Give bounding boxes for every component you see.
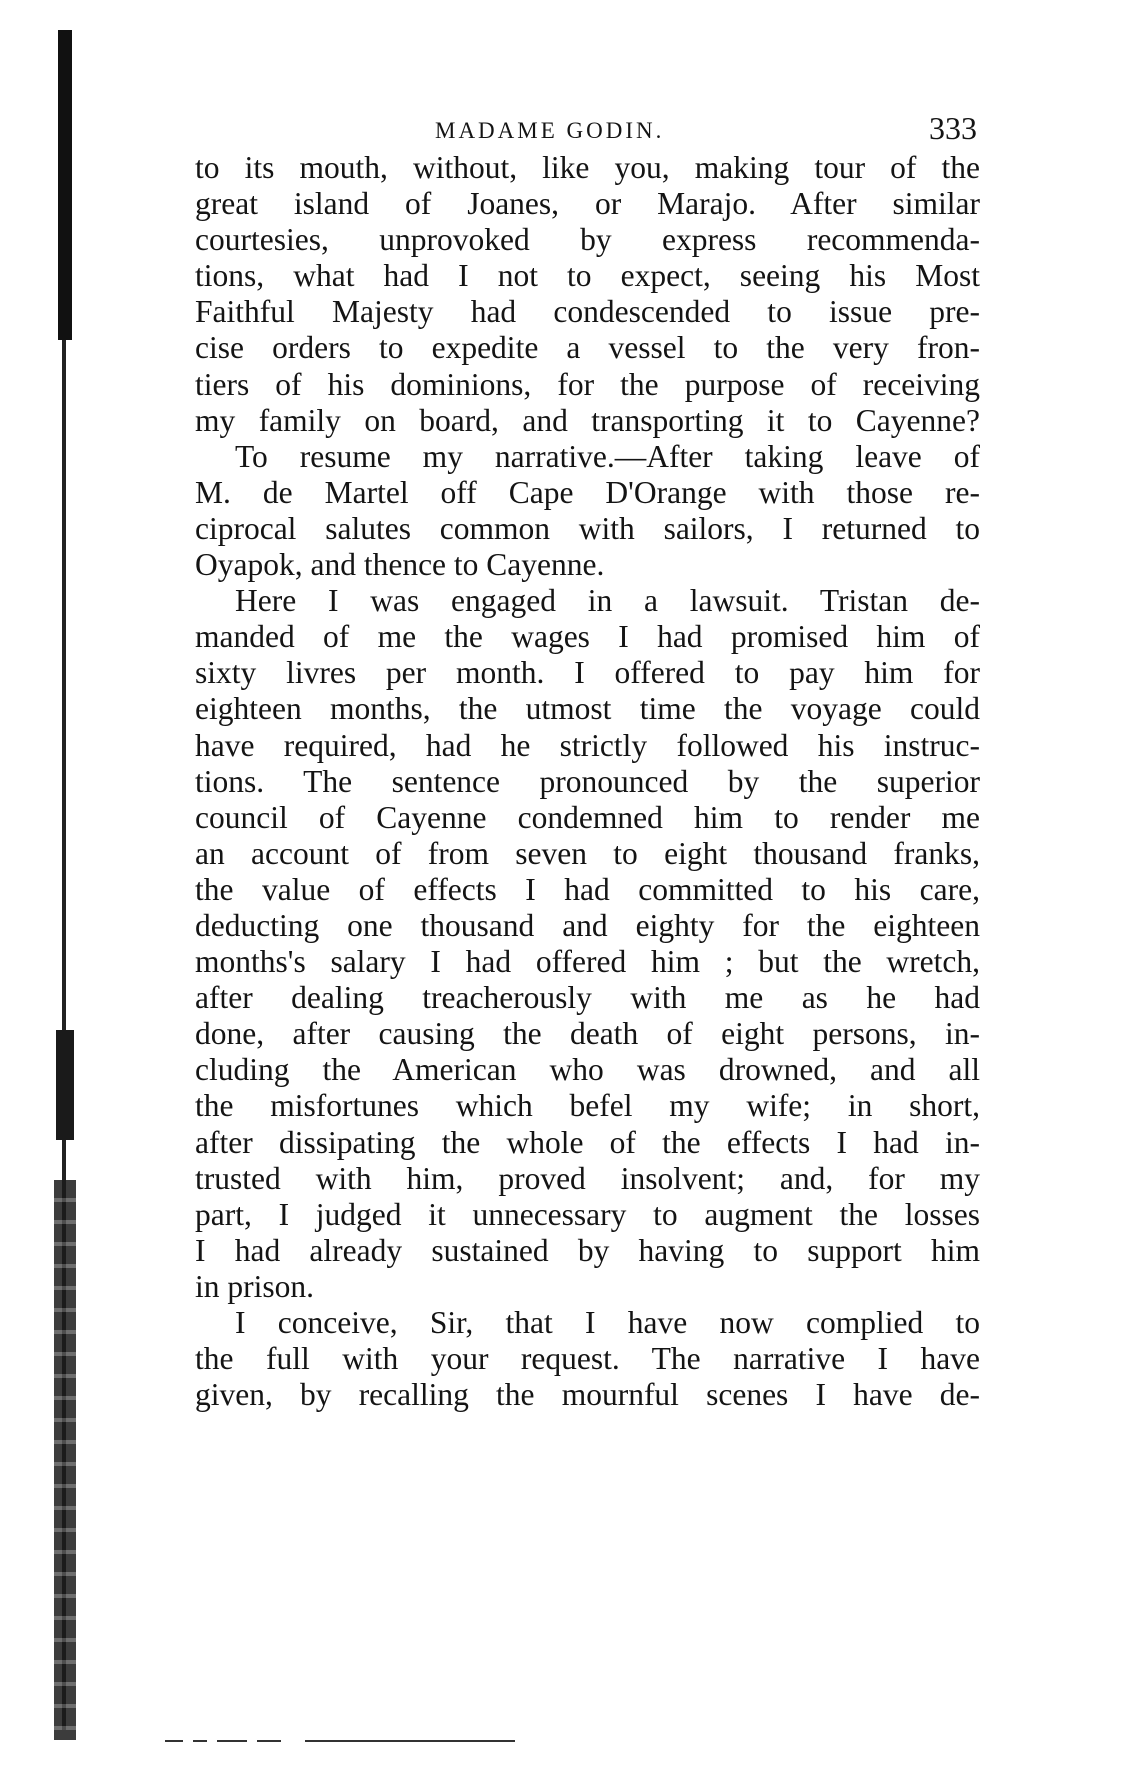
- text-line: done, after causing the death of eight persons, in-: [195, 1016, 980, 1052]
- page-number: 333: [929, 110, 977, 146]
- text-line: months's salary I had offered him ; but the wretch,: [195, 944, 980, 980]
- text-line: to its mouth, without, like you, making tour of the: [195, 150, 980, 185]
- text-line: cluding the American who was drowned, and all: [195, 1052, 980, 1088]
- text-line: Oyapok, and thence to Cayenne.: [195, 547, 605, 583]
- text-line: courtesies, unprovoked by express recommenda-: [195, 222, 980, 258]
- text-line: cise orders to expedite a vessel to the very fron-: [195, 330, 980, 366]
- running-title: MADAME GODIN.: [435, 118, 665, 143]
- text-line: great island of Joanes, or Marajo. After similar: [195, 186, 980, 222]
- binding-edge: [52, 30, 78, 1740]
- text-line: an account of from seven to eight thousand franks,: [195, 835, 980, 871]
- footer-rule: [165, 1740, 525, 1742]
- text-line: To resume my narrative.—After taking leave of: [235, 438, 980, 474]
- text-line: tions. The sentence pronounced by the superior: [195, 763, 980, 799]
- text-line: in prison.: [195, 1268, 315, 1304]
- text-line: sixty livres per month. I offered to pay him for: [195, 655, 980, 691]
- text-line: deducting one thousand and eighty for the eighteen: [195, 907, 980, 943]
- text-line: the misfortunes which befel my wife; in short,: [195, 1088, 980, 1124]
- text-line: the value of effects I had committed to his care,: [195, 871, 980, 907]
- text-line: after dissipating the whole of the effects I had in-: [195, 1124, 980, 1160]
- text-line: M. de Martel off Cape D'Orange with those re-: [195, 474, 980, 510]
- text-line: Faithful Majesty had condescended to issue pre-: [195, 294, 980, 330]
- text-line: I had already sustained by having to support him: [195, 1232, 980, 1268]
- text-line: after dealing treacherously with me as he had: [195, 980, 980, 1016]
- text-line: have required, had he strictly followed his instruc-: [195, 727, 980, 763]
- binding-shadow-mid: [56, 1030, 74, 1140]
- text-line: I conceive, Sir, that I have now complied to: [235, 1305, 980, 1340]
- text-line: eighteen months, the utmost time the voyage could: [195, 691, 980, 727]
- text-line: given, by recalling the mournful scenes I have de-: [195, 1377, 980, 1413]
- text-line: ciprocal salutes common with sailors, I returned to: [195, 510, 980, 546]
- text-line: my family on board, and transporting it to Cayenne?: [195, 402, 980, 438]
- text-line: manded of me the wages I had promised him of: [195, 619, 980, 655]
- text-line: Here I was engaged in a lawsuit. Tristan de-: [235, 583, 980, 619]
- text-line: the full with your request. The narrative I have: [195, 1341, 980, 1377]
- running-head: [195, 110, 985, 150]
- body-text: [195, 150, 980, 1413]
- binding-shadow-bottom: [54, 1180, 76, 1740]
- binding-shadow-top: [58, 30, 72, 340]
- text-line: part, I judged it unnecessary to augment the losses: [195, 1196, 980, 1232]
- text-line: tions, what had I not to expect, seeing his Most: [195, 258, 980, 294]
- text-line: council of Cayenne condemned him to render me: [195, 799, 980, 835]
- text-line: trusted with him, proved insolvent; and, for my: [195, 1160, 980, 1196]
- text-line: tiers of his dominions, for the purpose of receiving: [195, 366, 980, 402]
